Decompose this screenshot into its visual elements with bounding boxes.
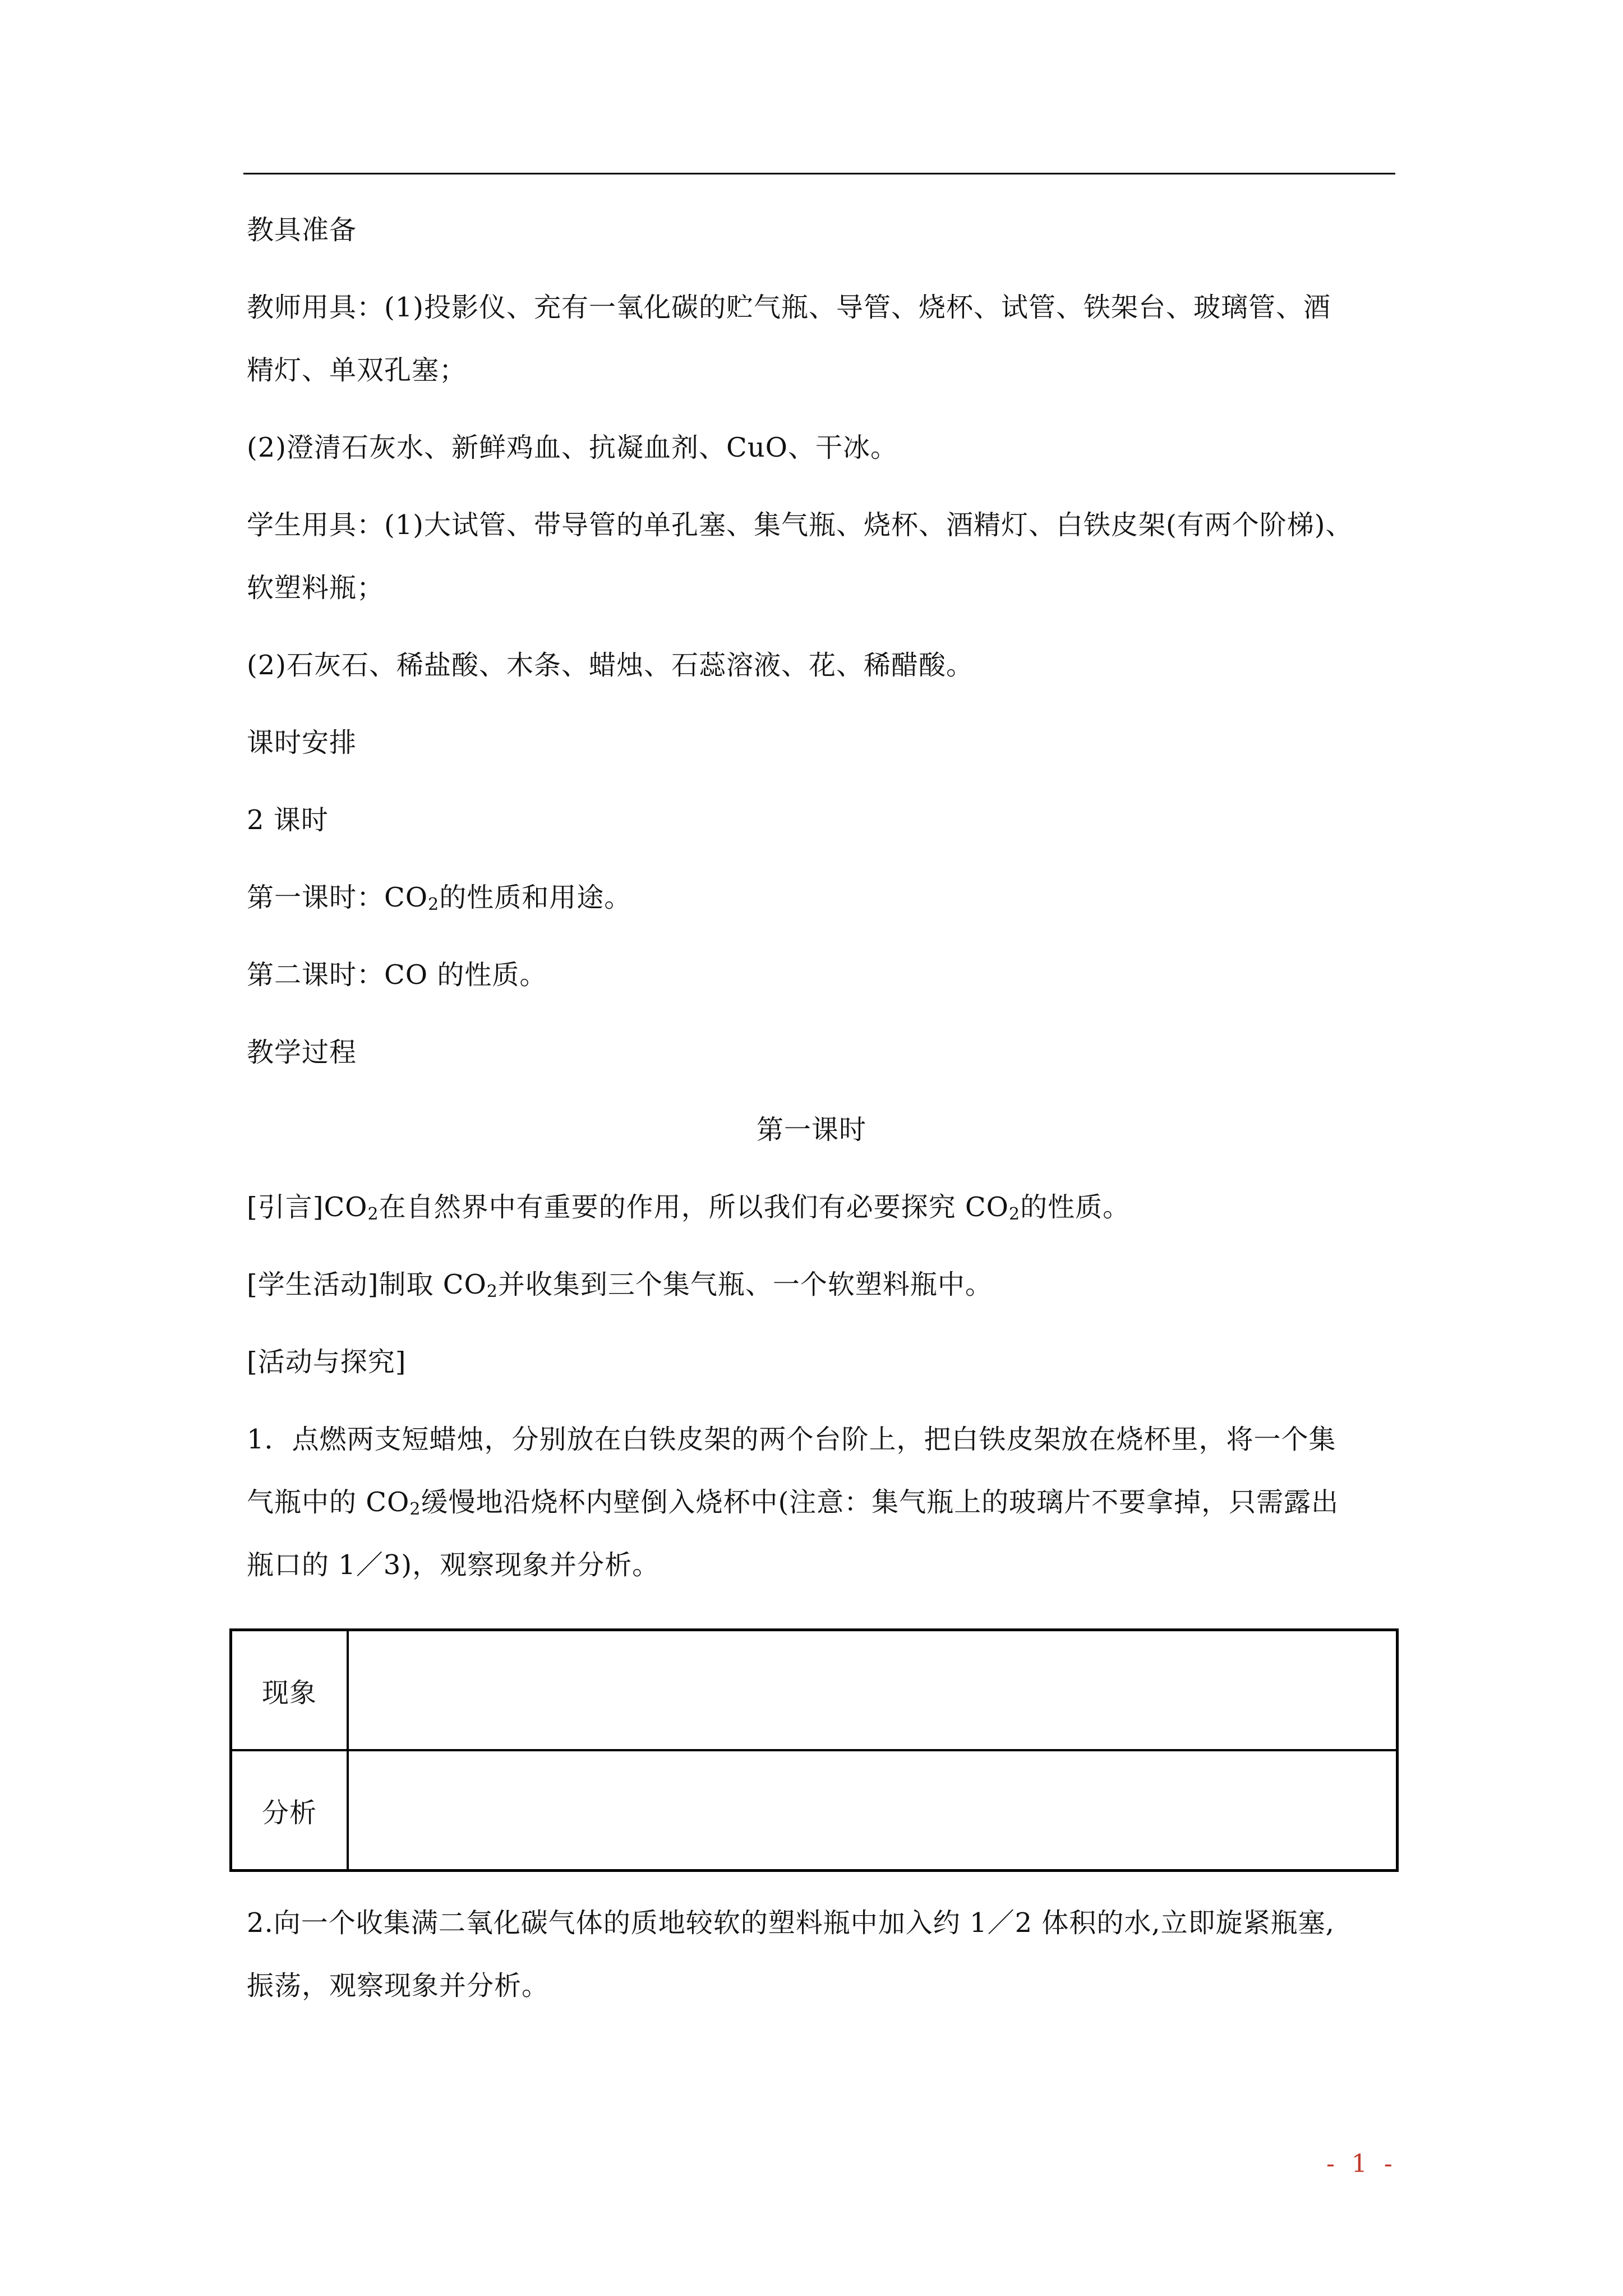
student-tools-line-3: (2)石灰石、稀盐酸、木条、蜡烛、石蕊溶液、花、稀醋酸。 — [247, 650, 974, 681]
schedule-second-lesson: 第二课时：CO 的性质。 — [247, 959, 547, 991]
student-tools-line-1: 学生用具：(1)大试管、带导管的单孔塞、集气瓶、烧杯、酒精灯、白铁皮架(有两个阶梯)、 — [247, 509, 1353, 541]
heading-teaching-process: 教学过程 — [247, 1037, 357, 1068]
phenomenon-answer-cell — [349, 1631, 1396, 1749]
phenomenon-label: 现象 — [232, 1631, 349, 1749]
analysis-answer-cell — [349, 1751, 1396, 1870]
introduction-line: [引言]$CO_2$在自然界中有重要的作用，所以我们有必要探究 $CO_2$的性质。 — [247, 1191, 1131, 1224]
teacher-tools-line-3: (2)澄清石灰水、新鲜鸡血、抗凝血剂、CuO、干冰。 — [247, 432, 898, 463]
schedule-total: 2 课时 — [247, 804, 329, 836]
section-title-first-lesson: 第一课时 — [756, 1114, 866, 1145]
experiment-2-line-2: 振荡，观察现象并分析。 — [247, 1970, 550, 2001]
observation-table — [229, 1628, 1399, 1872]
table-row — [232, 1631, 1396, 1751]
schedule-first-lesson: 第一课时：$CO_2$的性质和用途。 — [247, 882, 632, 914]
teacher-tools-line-1: 教师用具：(1)投影仪、充有一氧化碳的贮气瓶、导管、烧杯、试管、铁架台、玻璃管、酒 — [247, 292, 1331, 323]
student-tools-line-2: 软塑料瓶； — [247, 572, 385, 604]
experiment-1-line-1: 1．点燃两支短蜡烛，分别放在白铁皮架的两个台阶上，把白铁皮架放在烧杯里，将一个集 — [247, 1424, 1336, 1455]
page-number: - 1 - — [1326, 2150, 1397, 2178]
experiment-1-line-2: 气瓶中的 $CO_2$缓慢地沿烧杯内壁倒入烧杯中(注意：集气瓶上的玻璃片不要拿掉，只需露出 — [247, 1487, 1339, 1519]
teacher-tools-line-2: 精灯、单双孔塞； — [247, 355, 467, 386]
heading-schedule: 课时安排 — [247, 727, 357, 758]
student-activity-line: [学生活动]制取 $CO_2$并收集到三个集气瓶、一个软塑料瓶中。 — [247, 1269, 993, 1301]
experiment-2-line-1: 2.向一个收集满二氧化碳气体的质地较软的塑料瓶中加入约 1／2 体积的水,立即旋紧瓶塞, — [247, 1907, 1335, 1939]
table-row — [232, 1751, 1396, 1870]
heading-activity-inquiry: [活动与探究] — [247, 1346, 407, 1378]
header-rule — [243, 173, 1395, 174]
experiment-1-line-3: 瓶口的 1／3)，观察现象并分析。 — [247, 1549, 660, 1581]
heading-teaching-aids: 教具准备 — [247, 214, 357, 246]
analysis-label: 分析 — [232, 1751, 349, 1870]
